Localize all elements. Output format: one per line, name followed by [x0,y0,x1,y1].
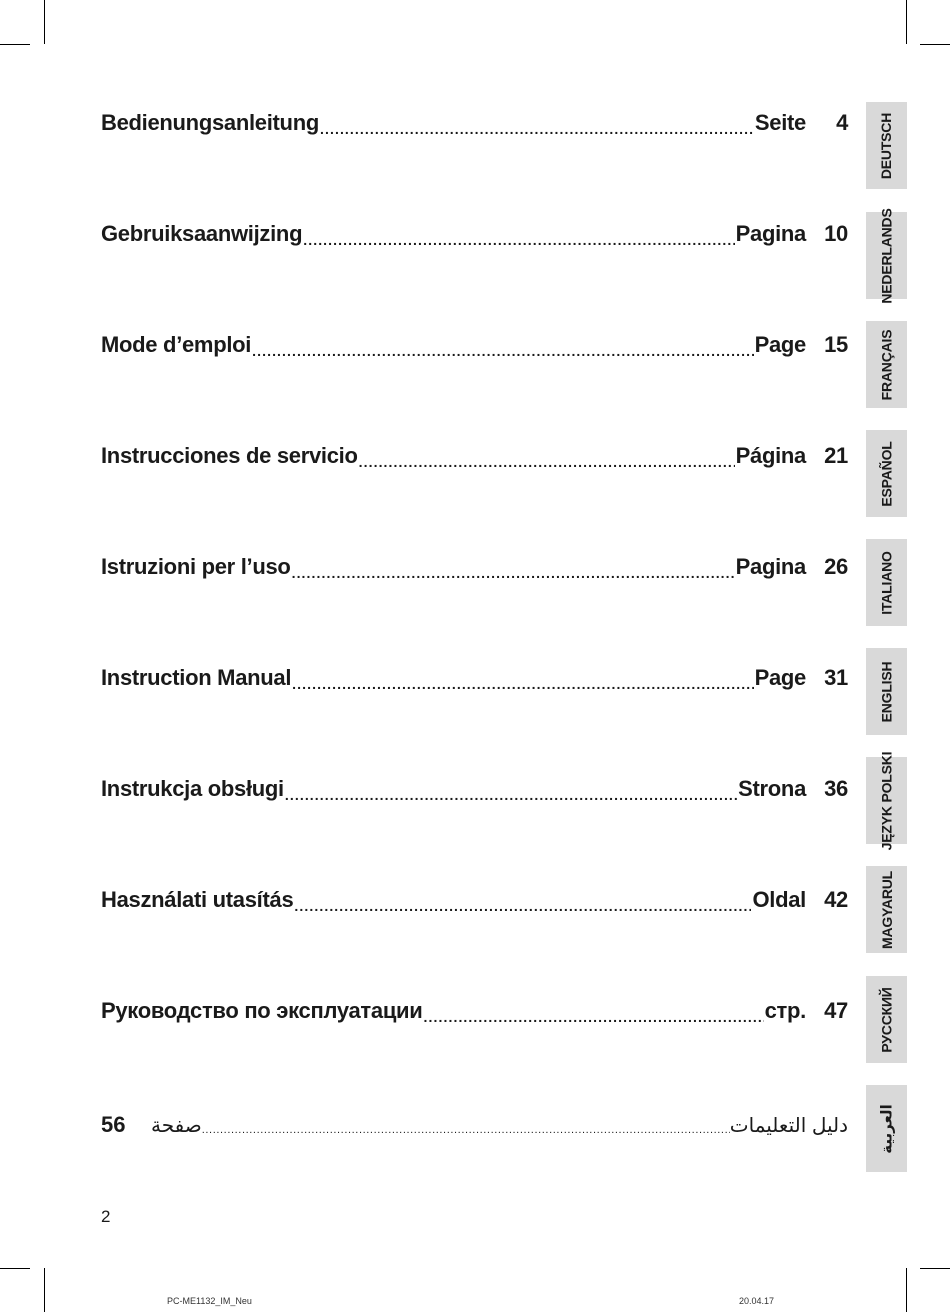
tab-arabic[interactable] [866,1085,907,1172]
tab-label: NEDERLANDS [878,207,895,304]
tab-russian[interactable] [866,976,907,1063]
toc-page-word: стр. [764,998,806,1023]
crop-mark [0,44,30,45]
dot-leader [303,225,734,247]
dot-leader [359,447,735,469]
toc-page-word: Pagina [735,221,806,246]
page-number: 2 [101,1207,111,1226]
toc-entry-english[interactable] [101,661,848,691]
crop-mark [44,1268,45,1312]
toc-page-number: 31 [824,665,848,690]
toc-title: Gebruiksaanwijzing [101,221,303,246]
toc-page-number: 26 [824,554,848,579]
tab-label: DEUTSCH [878,112,895,179]
dot-leader [252,336,754,358]
tab-nederlands[interactable] [866,207,907,304]
tab-english[interactable] [866,648,907,735]
tab-espanol[interactable] [866,430,907,517]
toc-title: دليل التعليمات [729,1115,848,1137]
toc-page-number: 56 [101,1112,126,1137]
toc-entry-deutsch[interactable] [101,106,848,136]
toc-page-word: Seite [754,110,806,135]
toc-entry-espanol[interactable] [101,439,848,469]
tab-label: JĘZYK POLSKI [878,751,895,850]
tab-italiano[interactable] [866,539,907,626]
toc-page-word: Oldal [752,887,806,912]
toc-entry-magyarul[interactable] [101,883,848,913]
footer-date: 20.04.17 [739,1296,775,1306]
toc-page-number: 4 [836,110,848,135]
tab-magyarul[interactable] [866,866,907,953]
toc-title: Instruction Manual [101,665,292,690]
toc-entry-russian[interactable] [101,994,848,1024]
footer-doc-id: PC-ME1132_IM_Neu [167,1296,252,1306]
tab-polski[interactable] [866,751,907,850]
tab-label: ENGLISH [878,661,895,722]
crop-mark [44,0,45,44]
dot-leader [202,1118,730,1138]
toc-title: Instrukcja obsługi [101,776,284,801]
tab-deutsch[interactable] [866,102,907,189]
tab-label: FRANÇAIS [878,329,895,400]
crop-mark [920,44,950,45]
toc-page-word: Pagina [735,554,806,579]
crop-mark [0,1268,30,1269]
crop-mark [906,0,907,44]
toc-entry-francais[interactable] [101,328,848,358]
toc-page-number: 36 [824,776,848,801]
toc-title: Bedienungsanleitung [101,110,319,135]
toc-page-word: Strona [738,776,806,801]
tab-label: العربية [878,1103,896,1154]
toc-page-word: Page [754,665,806,690]
toc-title: Instrucciones de servicio [101,443,358,468]
toc-entry-arabic[interactable] [101,1108,848,1138]
dot-leader [285,780,737,802]
toc-page-number: 42 [824,887,848,912]
dot-leader [320,114,754,136]
tab-label: ITALIANO [878,550,895,615]
toc-title: Mode d’emploi [101,332,252,357]
tab-label: MAGYARUL [878,870,895,949]
dot-leader [294,891,751,913]
toc-page-word: Página [735,443,806,468]
crop-mark [920,1268,950,1269]
toc-entry-nederlands[interactable] [101,217,848,247]
toc-entry-polski[interactable] [101,772,848,802]
toc-title: Руководство по эксплуатации [101,998,423,1023]
toc-page-number: 15 [824,332,848,357]
dot-leader [292,669,753,691]
toc-page-number: 47 [824,998,848,1023]
dot-leader [424,1002,764,1024]
toc-page-number: 10 [824,221,848,246]
toc-title: Használati utasítás [101,887,294,912]
tab-label: ESPAÑOL [878,440,895,507]
toc-entry-italiano[interactable] [101,550,848,580]
toc-page-number: 21 [824,443,848,468]
crop-mark [906,1268,907,1312]
toc-page-word: Page [754,332,806,357]
toc-page-word: صفحة [151,1115,202,1137]
tab-label: РУССКИЙ [878,986,895,1053]
toc-title: Istruzioni per l’uso [101,554,291,579]
tab-francais[interactable] [866,321,907,408]
dot-leader [292,558,735,580]
